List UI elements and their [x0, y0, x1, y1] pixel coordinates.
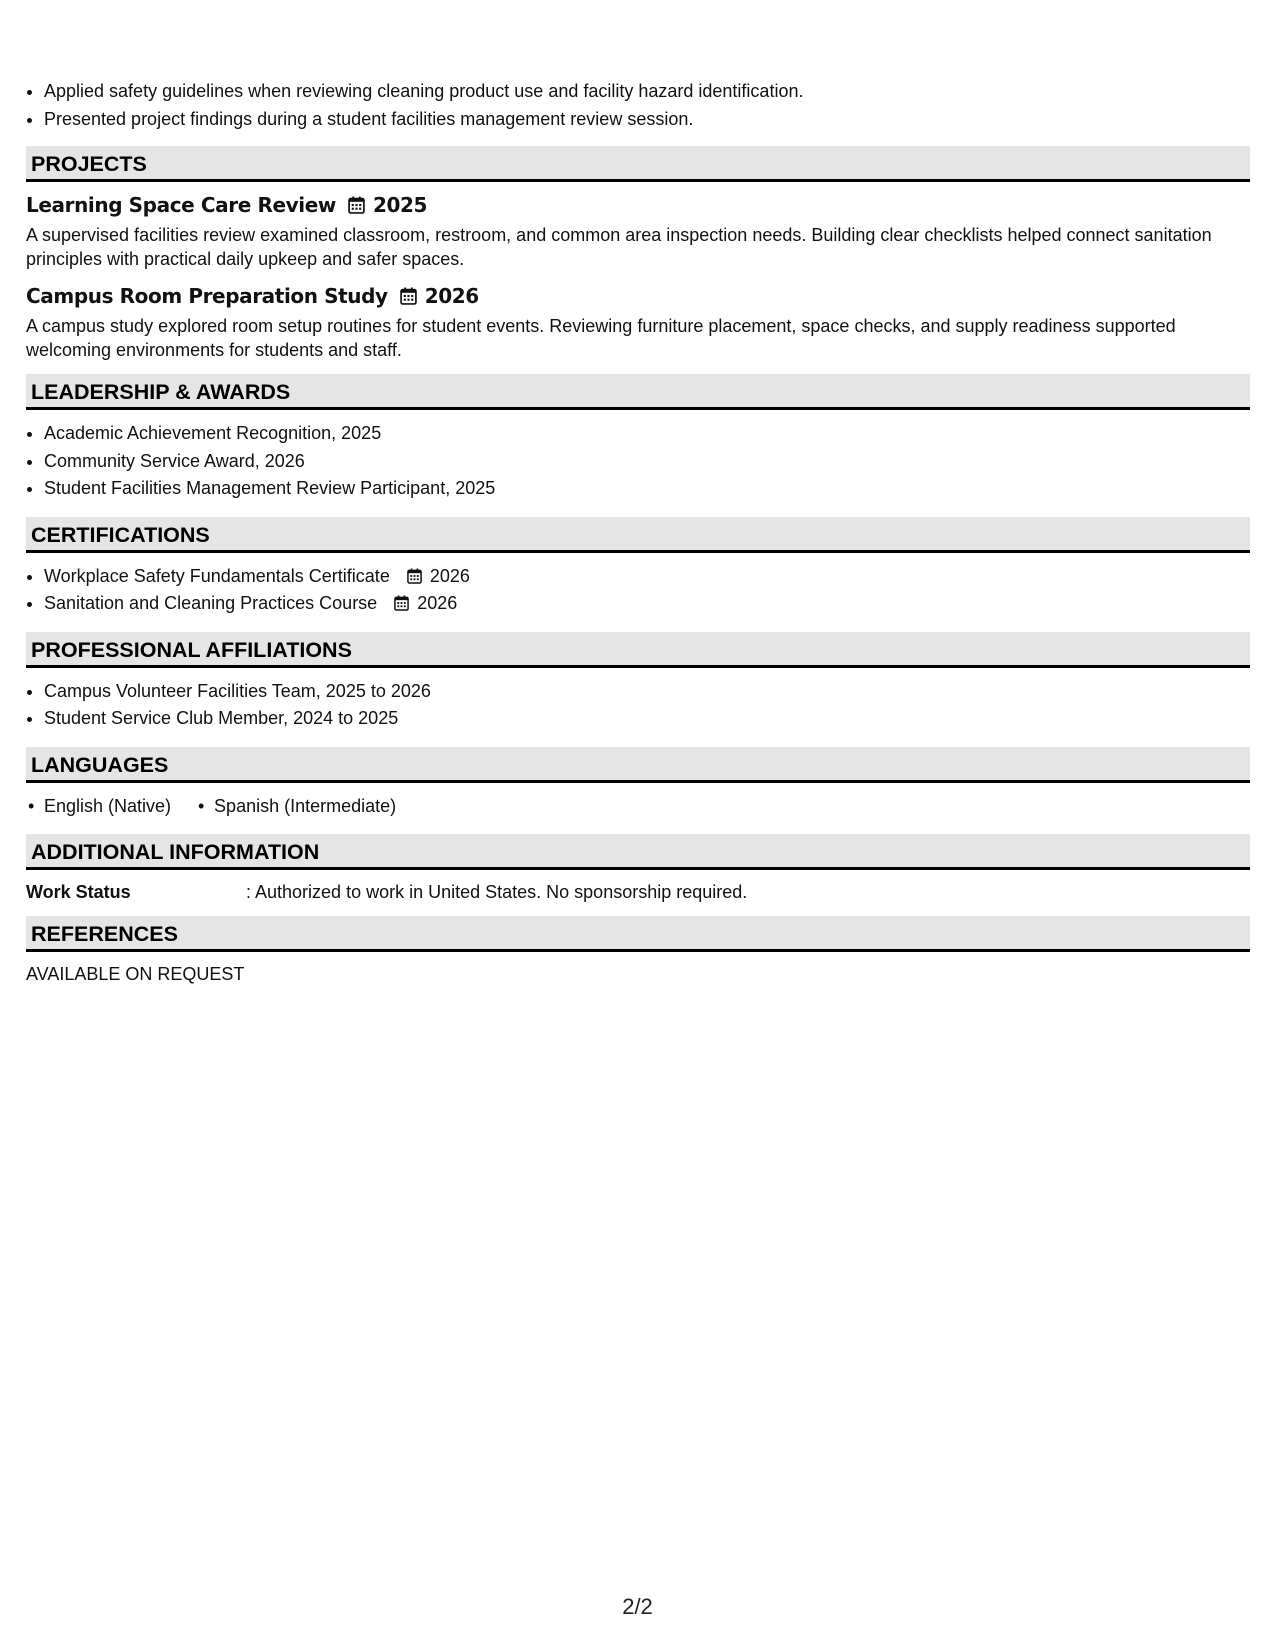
- project-entry: [26, 283, 1250, 362]
- work-status-label: Work Status: [26, 882, 131, 902]
- certification-year: 2026: [417, 593, 458, 613]
- list-item: • Community Service Award, 2026: [44, 448, 1250, 476]
- references-text: AVAILABLE ON REQUEST: [26, 964, 245, 984]
- list-item: • Spanish (Intermediate): [196, 793, 396, 821]
- calendar-icon: [400, 287, 417, 305]
- projects-heading: PROJECTS: [26, 146, 1250, 182]
- certifications-list: [26, 563, 1250, 618]
- resume-page: [26, 78, 1250, 986]
- affiliations-heading: PROFESSIONAL AFFILIATIONS: [26, 632, 1250, 668]
- list-item: • Campus Volunteer Facilities Team, 2025 to 2026: [44, 678, 1250, 706]
- references-heading: REFERENCES: [26, 916, 1250, 952]
- list-item: [44, 563, 1250, 591]
- languages-list: [26, 793, 1250, 821]
- calendar-icon: [348, 196, 365, 214]
- list-item: • Student Service Club Member, 2024 to 2025: [44, 705, 1250, 733]
- calendar-icon: [394, 595, 409, 611]
- experience-bullet-list: [26, 78, 1250, 133]
- certification-name: Workplace Safety Fundamentals Certificate: [44, 565, 390, 586]
- list-item: • Applied safety guidelines when reviewing cleaning product use and facility hazard identification.: [44, 78, 1250, 106]
- additional-info-heading: ADDITIONAL INFORMATION: [26, 834, 1250, 870]
- leadership-heading: LEADERSHIP & AWARDS: [26, 374, 1250, 410]
- certification-name: Sanitation and Cleaning Practices Course: [44, 593, 378, 613]
- certifications-heading: CERTIFICATIONS: [26, 517, 1250, 553]
- list-item: • Presented project findings during a student facilities management review session.: [44, 106, 1250, 134]
- page-number: 2/2: [622, 1594, 653, 1619]
- affiliations-list: [26, 678, 1250, 733]
- list-item: • English (Native): [26, 793, 171, 821]
- languages-heading: LANGUAGES: [26, 747, 1250, 783]
- work-status-value: : Authorized to work in United States. No sponsorship required.: [246, 882, 748, 902]
- calendar-icon: [407, 568, 422, 584]
- project-year: 2026: [424, 284, 479, 308]
- list-item: • Student Facilities Management Review Participant, 2025: [44, 475, 1250, 503]
- certification-year: 2026: [429, 565, 470, 586]
- project-entry: [26, 192, 1250, 271]
- project-year: 2025: [372, 193, 428, 217]
- project-title: Campus Room Preparation Study: [26, 284, 388, 308]
- project-description: A supervised facilities review examined classroom, restroom, and common area inspection needs. Building clear checklists helped connect sanitation principles with practical daily upkeep and safer spaces.: [26, 225, 1212, 269]
- list-item: [44, 590, 1250, 618]
- leadership-list: [26, 420, 1250, 503]
- list-item: • Academic Achievement Recognition, 2025: [44, 420, 1250, 448]
- work-status-row: [26, 880, 1250, 904]
- project-title: Learning Space Care Review: [26, 193, 336, 217]
- project-description: A campus study explored room setup routines for student events. Reviewing furniture placement, space checks, and supply readiness supported welcoming environments for students and staff.: [26, 316, 1176, 360]
